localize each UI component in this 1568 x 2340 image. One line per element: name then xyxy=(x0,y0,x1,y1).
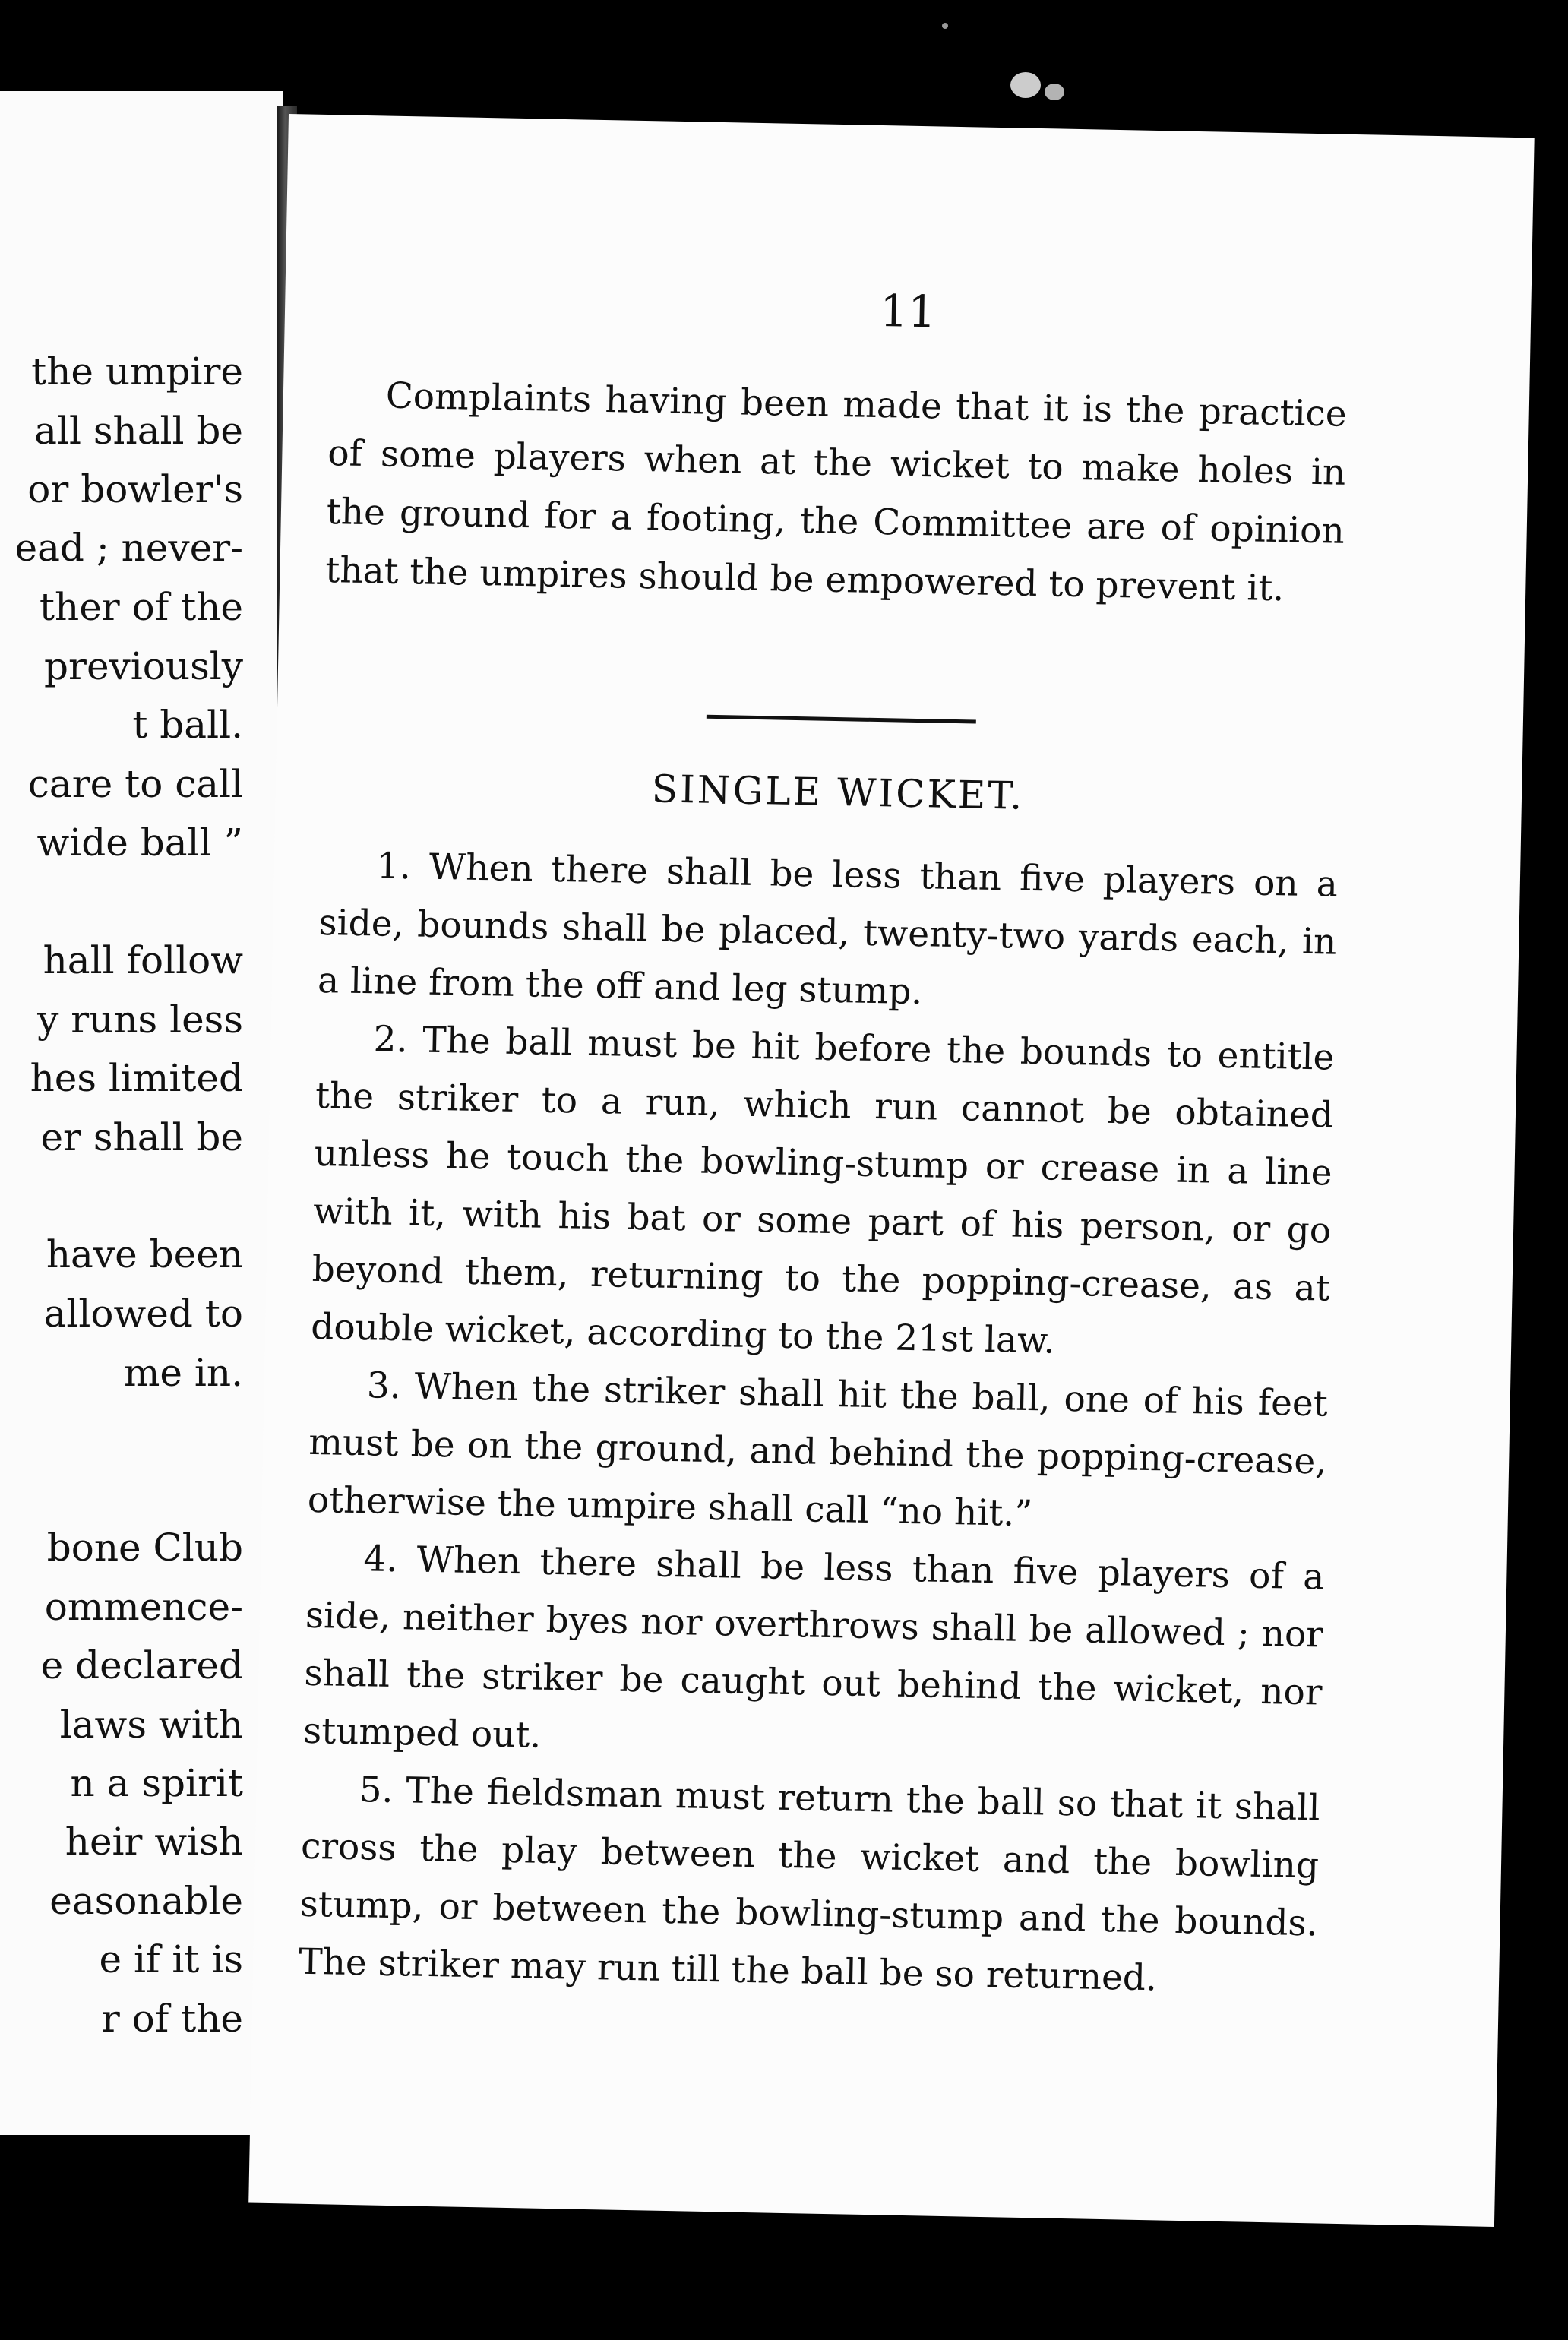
intro-paragraph: Complaints having been made that it is the practice of some players when at the wicket to make holes in the ground for a footing, the Committee are of opinion that the umpires should be empowered to prevent it. xyxy=(324,375,1348,610)
left-page-line: e if it is xyxy=(99,1937,243,1981)
rules-list xyxy=(299,836,1339,2010)
left-page-line: ommence- xyxy=(44,1585,243,1629)
rule-paragraph: 1. When there shall be less than five players on a side, bounds shall be placed, twenty-two yards each, in a line from the off and leg stump. xyxy=(317,845,1339,1013)
left-page-line: hall follow xyxy=(43,938,243,982)
section-divider xyxy=(707,715,976,724)
left-page xyxy=(0,91,283,2135)
left-page-line: t ball. xyxy=(132,703,243,747)
left-page-line: heir wish xyxy=(65,1820,243,1864)
left-page-line: have been xyxy=(46,1232,243,1276)
left-page-line: the umpire xyxy=(31,349,243,394)
left-page-line: ther of the xyxy=(39,585,243,629)
rule-paragraph: 4. When there shall be less than five players of a side, neither byes nor overthrows shall be allowed ; nor shall the striker be caught out behind the wicket, nor stumped out. xyxy=(302,1538,1325,1757)
scan-speck xyxy=(942,23,948,29)
left-page-line: hes limited xyxy=(30,1056,243,1100)
scan-speck xyxy=(1045,84,1064,100)
left-page-line: wide ball ” xyxy=(36,821,243,865)
left-page-line: allowed to xyxy=(43,1292,243,1336)
left-page-line: care to call xyxy=(27,762,243,806)
left-page-line: me in. xyxy=(124,1351,243,1395)
left-page-line: ead ; never- xyxy=(14,526,243,570)
left-page-line: r of the xyxy=(101,1997,243,2041)
left-page-line: all shall be xyxy=(34,409,243,453)
left-page-line: er shall be xyxy=(40,1115,243,1159)
rule-paragraph: 2. The ball must be hit before the bounds to entitle the striker to a run, which run cannot be obtained unless he touch the bowling-stump or crease in a line with it, with his bat or some part of his person, or go beyond them, returning to the popping-crease, as at double wicket, according to the 21st law. xyxy=(310,1018,1335,1362)
left-page-line: previously xyxy=(44,644,243,688)
left-page-line: easonable xyxy=(49,1879,243,1923)
left-page-line: laws with xyxy=(59,1703,243,1747)
left-page-line: or bowler's xyxy=(27,467,243,511)
left-page-line: e declared xyxy=(40,1643,243,1687)
rule-paragraph: 5. The fieldsman must return the ball so that it shall cross the play between the wicket and the bowling stump, or between the bowling-stump and the bounds. The striker may run till the ball be so returned. xyxy=(298,1769,1320,2000)
rule-paragraph: 3. When the striker shall hit the ball, one of his feet must be on the ground, and behind the popping-crease, otherwise the umpire shall call “no hit.” xyxy=(307,1364,1329,1535)
section-heading: SINGLE WICKET. xyxy=(651,767,1025,818)
page-number: 11 xyxy=(879,284,937,338)
right-page xyxy=(248,114,1534,2227)
scan-speck xyxy=(1010,72,1041,98)
left-page-line: y runs less xyxy=(37,998,243,1042)
left-page-line: bone Club xyxy=(46,1526,243,1570)
left-page-line: n a spirit xyxy=(70,1761,243,1805)
